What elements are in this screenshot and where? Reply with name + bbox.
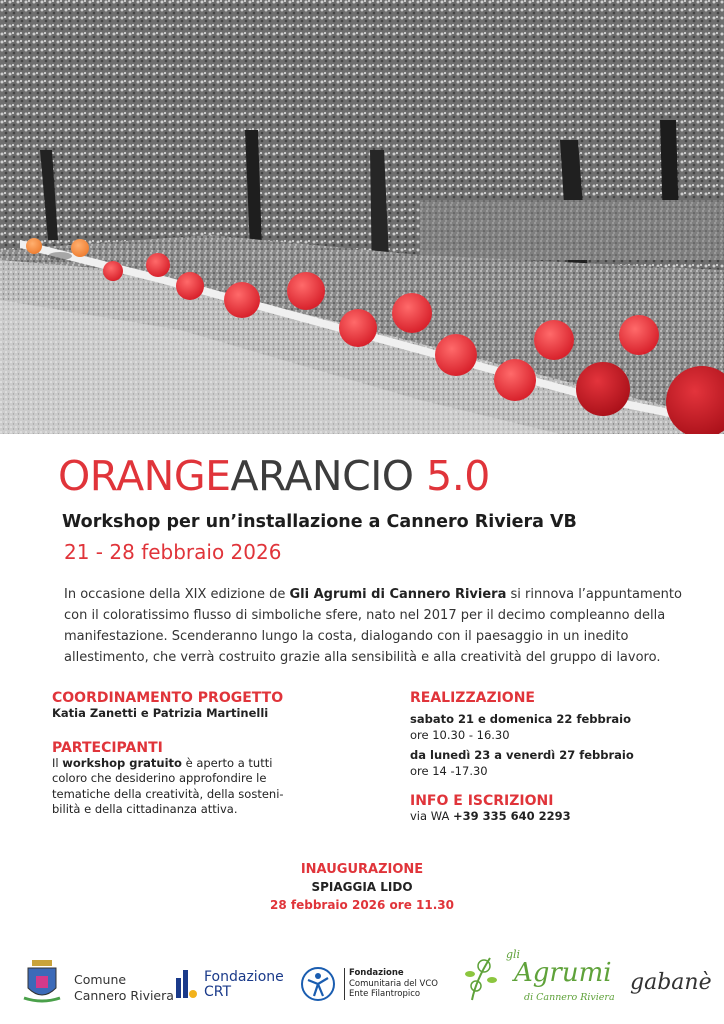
- agrumi-small-text: gli: [506, 948, 521, 961]
- crt-name: [204, 970, 284, 1000]
- left-column: [52, 690, 372, 836]
- partecipanti-line-4: bilità e della cittadinanza attiva.: [52, 802, 238, 816]
- agrumi-big-text: Agrumi: [514, 958, 612, 988]
- agrumi-sub-text: di Cannero Riviera: [524, 992, 615, 1003]
- event-subtitle: Workshop per un’installazione a Cannero Riviera VB: [62, 512, 577, 532]
- vco-name: [344, 968, 438, 1000]
- inaugurazione-when: 28 febbraio 2026 ore 11.30: [270, 898, 454, 912]
- right-column: [410, 690, 710, 843]
- crt-line-2: CRT: [204, 984, 232, 1000]
- realizzazione-section: [410, 690, 710, 779]
- coordinamento-heading: COORDINAMENTO PROGETTO: [52, 690, 284, 706]
- title-orange: ORANGE: [58, 452, 231, 500]
- comune-name: [74, 972, 174, 1004]
- partecipanti-line-1-post: è aperto a tutti: [181, 755, 273, 770]
- olive-grove-photo: [0, 0, 724, 434]
- slot1-hours: ore 10.30 - 16.30: [410, 727, 510, 742]
- comune-logo: [22, 958, 62, 1008]
- vco-line-3: Ente Filantropico: [349, 989, 421, 999]
- crt-mark-icon: [176, 970, 198, 1000]
- agrumi-logo: [462, 948, 615, 1010]
- partecipanti-section: [52, 740, 372, 818]
- coat-of-arms-icon: [22, 958, 62, 1004]
- info-phone: +39 335 640 2293: [452, 809, 571, 823]
- partecipanti-heading: PARTECIPANTI: [52, 739, 163, 756]
- event-title: [58, 452, 490, 500]
- info-contact: [410, 809, 710, 825]
- coordinamento-section: [52, 690, 372, 722]
- inaugurazione-place: SPIAGGIA LIDO: [311, 880, 413, 894]
- partecipanti-line-1: [52, 756, 372, 772]
- partecipanti-line-1-bold: workshop gratuito: [62, 755, 182, 770]
- info-section: [410, 793, 710, 825]
- info-contact-pre: via WA: [410, 809, 453, 823]
- intro-post: si rinnova l’appuntamento con il coloratissimo flusso di simboliche sfere, nato nel 2017 per il decimo compleanno della manifestazione. Scenderanno lungo la costa, dialogando con il paesaggio in un inedito allestimento, che verrà costruito grazie alla sensibilità e alla creatività del gruppo di lavoro.: [64, 587, 682, 665]
- slot2-hours: ore 14 -17.30: [410, 763, 488, 778]
- info-heading: INFO E ISCRIZIONI: [410, 793, 554, 809]
- comune-line-2: Cannero Riviera: [74, 988, 174, 1003]
- slot1-days: sabato 21 e domenica 22 febbraio: [410, 712, 631, 726]
- partecipanti-line-1-pre: Il: [52, 755, 63, 770]
- title-arancio: ARANCIO: [230, 452, 414, 500]
- intro-pre: In occasione della XIX edizione de: [64, 587, 290, 602]
- realizzazione-heading: REALIZZAZIONE: [410, 690, 535, 706]
- slot2-days: da lunedì 23 a venerdì 27 febbraio: [410, 748, 634, 762]
- coordinamento-names: Katia Zanetti e Patrizia Martinelli: [52, 706, 269, 720]
- partecipanti-line-3: tematiche della creatività, della sosteni-: [52, 786, 284, 801]
- event-dates: 21 - 28 febbraio 2026: [64, 540, 282, 564]
- citrus-branch-icon: [462, 950, 502, 1006]
- person-circle-icon: [300, 966, 336, 1002]
- sponsor-logos: [0, 950, 724, 1010]
- vco-line-1: Fondazione: [349, 968, 404, 978]
- crt-logo: [176, 970, 198, 1004]
- gabane-logo: gabanè: [630, 970, 712, 995]
- crt-line-1: Fondazione: [204, 969, 284, 985]
- hero-photo: [0, 0, 724, 434]
- intro-bold: Gli Agrumi di Cannero Riviera: [289, 587, 507, 602]
- title-version: 5.0: [413, 452, 490, 500]
- comune-line-1: Comune: [74, 972, 127, 987]
- intro-paragraph: [64, 584, 684, 668]
- partecipanti-line-2: coloro che desiderino approfondire le: [52, 771, 267, 785]
- inaugurazione-heading: INAUGURAZIONE: [300, 862, 424, 877]
- vco-line-2: Comunitaria del VCO: [349, 978, 438, 989]
- vco-logo: [300, 966, 336, 1006]
